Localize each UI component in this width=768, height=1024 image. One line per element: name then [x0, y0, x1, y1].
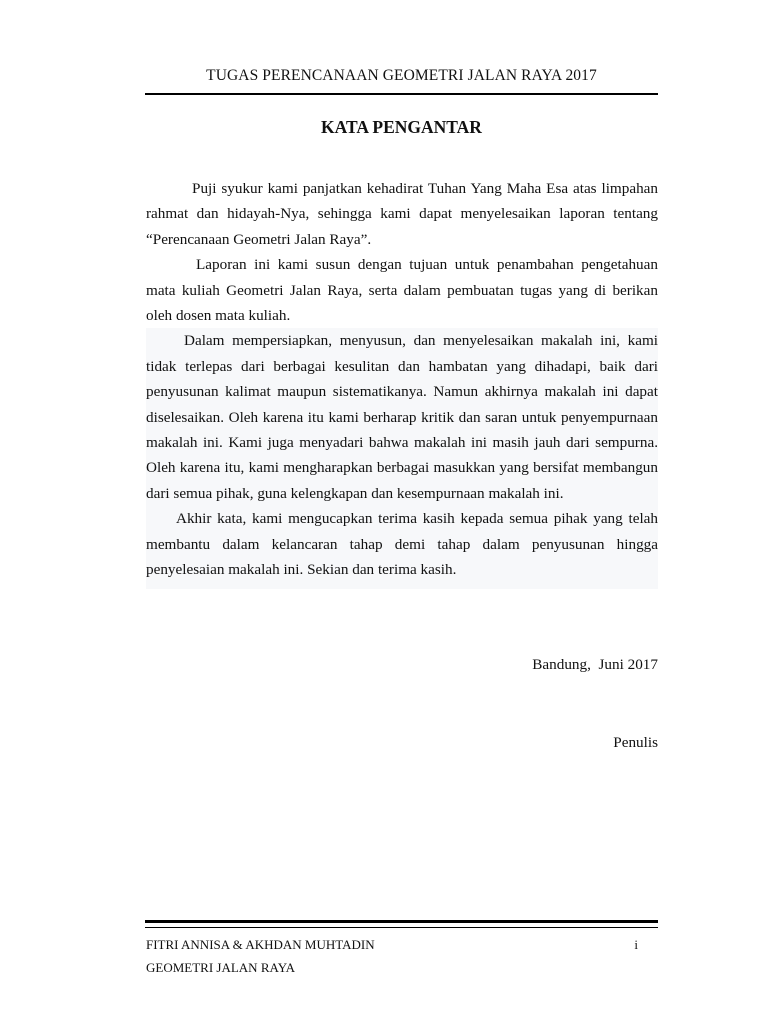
author-label: Penulis — [613, 734, 658, 751]
paragraph-1: Puji syukur kami panjatkan kehadirat Tuhan Yang Maha Esa atas limpahan rahmat dan hidayah-Nya, sehingga kami dapat menyelesaikan laporan tentang “Perencanaan Geometri Jalan Raya”. — [146, 180, 658, 248]
place-and-date: Bandung, Juni 2017 — [532, 656, 658, 673]
running-header: TUGAS PERENCANAAN GEOMETRI JALAN RAYA 2017 — [206, 67, 597, 84]
shaded-text-block — [146, 328, 658, 588]
footer-divider-thin — [145, 927, 658, 928]
page-title: KATA PENGANTAR — [321, 117, 482, 137]
paragraph-3: Dalam mempersiapkan, menyusun, dan menyelesaikan makalah ini, kami tidak terlepas dari berbagai kesulitan dan hambatan yang dihadapi, baik dari penyusunan kalimat maupun sistematikanya. Namun akhirnya makalah ini dapat diselesaikan. Oleh karena itu kami berharap kritik dan saran untuk penyempurnaan makalah ini. Kami juga menyadari bahwa makalah ini masih jauh dari sempurna. Oleh karena itu, kami mengharapkan berbagai masukkan yang bersifat membangun dari semua pihak, guna kelengkapan dan kesempurnaan makalah ini. — [146, 332, 658, 502]
footer-course: GEOMETRI JALAN RAYA — [146, 960, 296, 975]
header-divider — [145, 93, 658, 95]
footer-authors: FITRI ANNISA & AKHDAN MUHTADIN — [146, 937, 375, 952]
footer-authors-row — [146, 937, 658, 953]
paragraph-2: Laporan ini kami susun dengan tujuan untuk penambahan pengetahuan mata kuliah Geometri Jalan Raya, serta dalam pembuatan tugas yang di berikan oleh dosen mata kuliah. — [146, 256, 658, 325]
footer-divider-thick — [145, 920, 658, 923]
document-body — [146, 176, 658, 589]
page-number: i — [634, 937, 638, 952]
paragraph-4: Akhir kata, kami mengucapkan terima kasih kepada semua pihak yang telah membantu dalam kelancaran tahap demi tahap dalam penyusunan hingga penyelesaian makalah ini. Sekian dan terima kasih. — [146, 510, 658, 579]
